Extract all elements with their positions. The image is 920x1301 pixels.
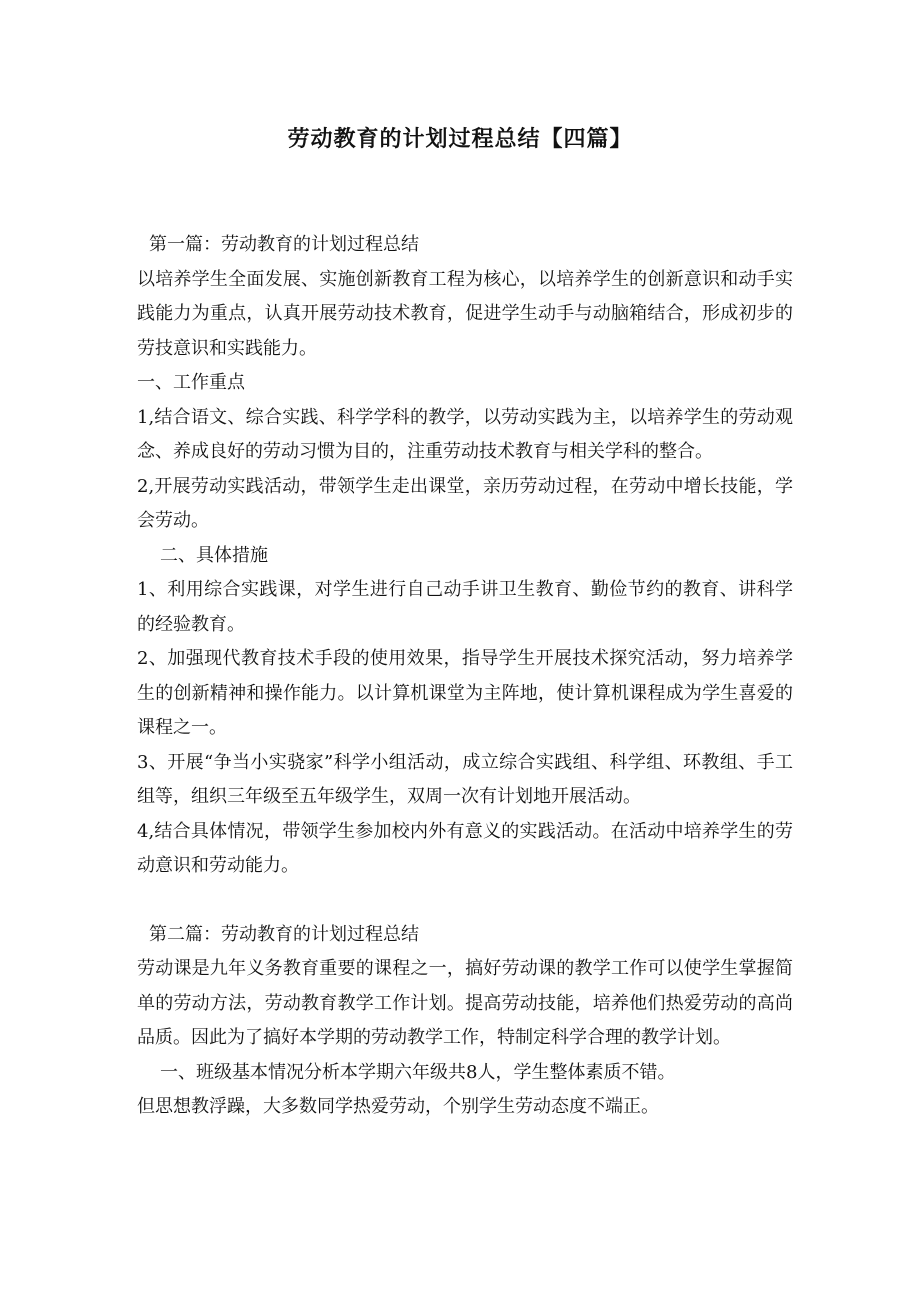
part1-section1-item: 1,结合语文、综合实践、科学学科的教学，以劳动实践为主，以培养学生的劳动观念、养成良好的劳动习惯为目的，注重劳动技术教育与相关学科的整合。 bbox=[137, 406, 793, 462]
part1-section2-item: 2、加强现代教育技术手段的使用效果，指导学生开展技术探究活动，努力培养学生的创新精神和操作能力。以计算机课堂为主阵地，使计算机课程成为学生喜爱的课程之一。 bbox=[137, 648, 793, 738]
part2-intro: 劳动课是九年义务教育重要的课程之一，搞好劳动课的教学工作可以使学生掌握简单的劳动方法，劳动教育教学工作计划。提高劳动技能，培养他们热爱劳动的高尚品质。因此为了搞好本学期的劳动教学工作，特制定科学合理的教学计划。 bbox=[137, 958, 793, 1048]
part1-section1-heading: 一、工作重点 bbox=[137, 372, 245, 393]
part2-section1-line: 一、班级基本情况分析本学期六年级共8人，学生整体素质不错。 bbox=[160, 1061, 676, 1083]
part1-section1-item: 2,开展劳动实践活动，带领学生走出课堂，亲历劳动过程，在劳动中增长技能，学会劳动。 bbox=[137, 475, 793, 531]
document-title: 劳动教育的计划过程总结【四篇】 bbox=[287, 127, 633, 152]
part1-intro: 以培养学生全面发展、实施创新教育工程为核心，以培养学生的创新意识和动手实践能力为重点，认真开展劳动技术教育，促进学生动手与动脑箱结合，形成初步的劳技意识和实践能力。 bbox=[137, 268, 793, 359]
part1-heading: 第一篇：劳动教育的计划过程总结 bbox=[149, 234, 419, 255]
part1-section2-item: 1、利用综合实践课，对学生进行自己动手讲卫生教育、勤俭节约的教育、讲科学的经验教育。 bbox=[137, 579, 793, 635]
document-body bbox=[137, 228, 793, 1125]
part1-section2-heading: 二、具体措施 bbox=[160, 544, 268, 566]
part1-section2-item: 4,结合具体情况，带领学生参加校内外有意义的实践活动。在活动中培养学生的劳动意识和劳动能力。 bbox=[137, 820, 793, 876]
part2-heading: 第二篇：劳动教育的计划过程总结 bbox=[149, 923, 419, 945]
part2-section1-line: 但思想教浮躁，大多数同学热爱劳动，个别学生劳动态度不端正。 bbox=[137, 1096, 659, 1117]
part1-section2-item: 3、开展“争当小实骁家”科学小组活动，成立综合实践组、科学组、环教组、手工组等，组织三年级至五年级学生，双周一次有计划地开展活动。 bbox=[137, 751, 793, 807]
section-spacer bbox=[137, 884, 793, 918]
